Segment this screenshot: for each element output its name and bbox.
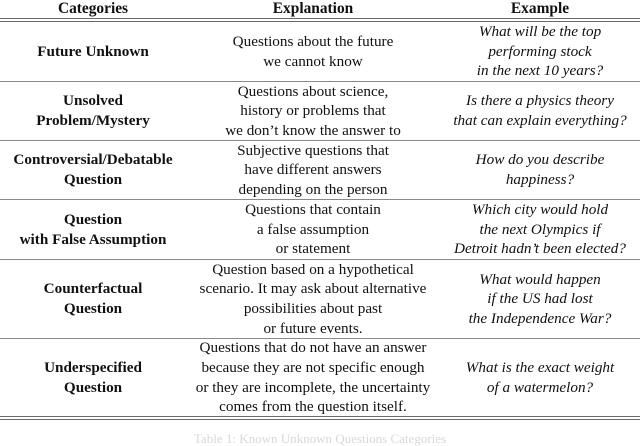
explanation-line: or statement — [275, 240, 351, 258]
bottom-rule-top — [0, 416, 640, 417]
example-line: performing stock — [488, 42, 592, 60]
category-cell — [0, 200, 186, 259]
explanation-line: a false assumption — [256, 220, 370, 238]
category-line: Question — [63, 210, 123, 228]
explanation-line: or future events. — [263, 319, 363, 337]
explanation-line: we don’t know the answer to — [225, 121, 401, 139]
example-line: the next Olympics if — [479, 220, 601, 238]
table-row — [0, 339, 640, 416]
example-cell — [440, 22, 640, 81]
explanation-line: Question based on a hypothetical — [212, 260, 414, 278]
explanation-cell — [186, 200, 440, 259]
category-line: Controversial/Debatable — [13, 151, 173, 169]
explanation-cell — [186, 260, 440, 338]
explanation-line: have different answers — [244, 161, 382, 179]
explanation-line: we cannot know — [263, 52, 363, 70]
category-line: with False Assumption — [19, 230, 167, 248]
table-row — [0, 82, 640, 140]
category-line: Question — [63, 378, 123, 396]
example-line: Detroit hadn’t been elected? — [454, 240, 626, 258]
category-cell — [0, 141, 186, 199]
example-cell — [440, 141, 640, 199]
explanation-cell — [186, 82, 440, 140]
explanation-line: comes from the question itself. — [219, 398, 407, 416]
table-row — [0, 200, 640, 259]
category-line: Counterfactual — [43, 280, 143, 298]
table-row — [0, 22, 640, 81]
explanation-line: scenario. It may ask about alternative — [199, 280, 427, 298]
category-line: Future Unknown — [37, 42, 149, 60]
explanation-line: possibilities about past — [243, 300, 383, 317]
example-line: Which city would hold — [471, 201, 609, 219]
category-cell — [0, 260, 186, 338]
explanation-line: because they are not specific enough — [201, 358, 425, 376]
bottom-rule-bottom — [0, 419, 640, 420]
example-line: How do you describe — [475, 151, 605, 169]
category-line: Question — [63, 171, 123, 188]
example-line: What is the exact weight — [465, 358, 615, 376]
example-line: Is there a physics theory — [466, 92, 614, 110]
example-line: if the US had lost — [487, 290, 593, 308]
example-line: What would happen — [479, 270, 601, 288]
example-cell — [440, 82, 640, 140]
example-line: What will be the top — [478, 23, 602, 41]
header-categories: Categories — [57, 0, 129, 18]
table-header-row — [0, 0, 640, 18]
category-line: Underspecified — [44, 358, 142, 376]
header-example: Example — [510, 0, 570, 18]
explanation-line: Questions that contain — [245, 201, 381, 219]
explanation-cell — [186, 22, 440, 81]
explanation-line: Questions about science, — [237, 82, 389, 100]
header-rule-top — [0, 18, 640, 19]
category-line: Unsolved — [63, 92, 123, 110]
explanation-cell — [186, 141, 440, 199]
explanation-line: or they are incomplete, the uncertainty — [195, 378, 431, 396]
example-line: the Independence War? — [468, 309, 612, 327]
category-cell — [0, 82, 186, 140]
example-line: that can explain everything? — [453, 112, 627, 129]
explanation-line: Questions that do not have an answer — [199, 339, 427, 357]
explanation-line: Subjective questions that — [237, 141, 389, 159]
example-line: of a watermelon? — [486, 378, 594, 396]
category-cell — [0, 339, 186, 416]
table-caption: Table 1: Known Unknown Questions Categories — [193, 431, 447, 446]
example-cell — [440, 200, 640, 259]
category-line: Problem/Mystery — [36, 112, 150, 129]
explanation-line: history or problems that — [240, 102, 386, 120]
category-line: Question — [63, 300, 123, 317]
table-row — [0, 260, 640, 338]
example-line: happiness? — [505, 171, 575, 188]
header-explanation: Explanation — [272, 0, 354, 18]
example-cell — [440, 260, 640, 338]
explanation-line: depending on the person — [238, 180, 388, 198]
explanation-line: Questions about the future — [232, 32, 394, 50]
example-line: in the next 10 years? — [476, 62, 604, 80]
category-cell — [0, 22, 186, 81]
example-cell — [440, 339, 640, 416]
explanation-cell — [186, 339, 440, 416]
table-row — [0, 141, 640, 199]
